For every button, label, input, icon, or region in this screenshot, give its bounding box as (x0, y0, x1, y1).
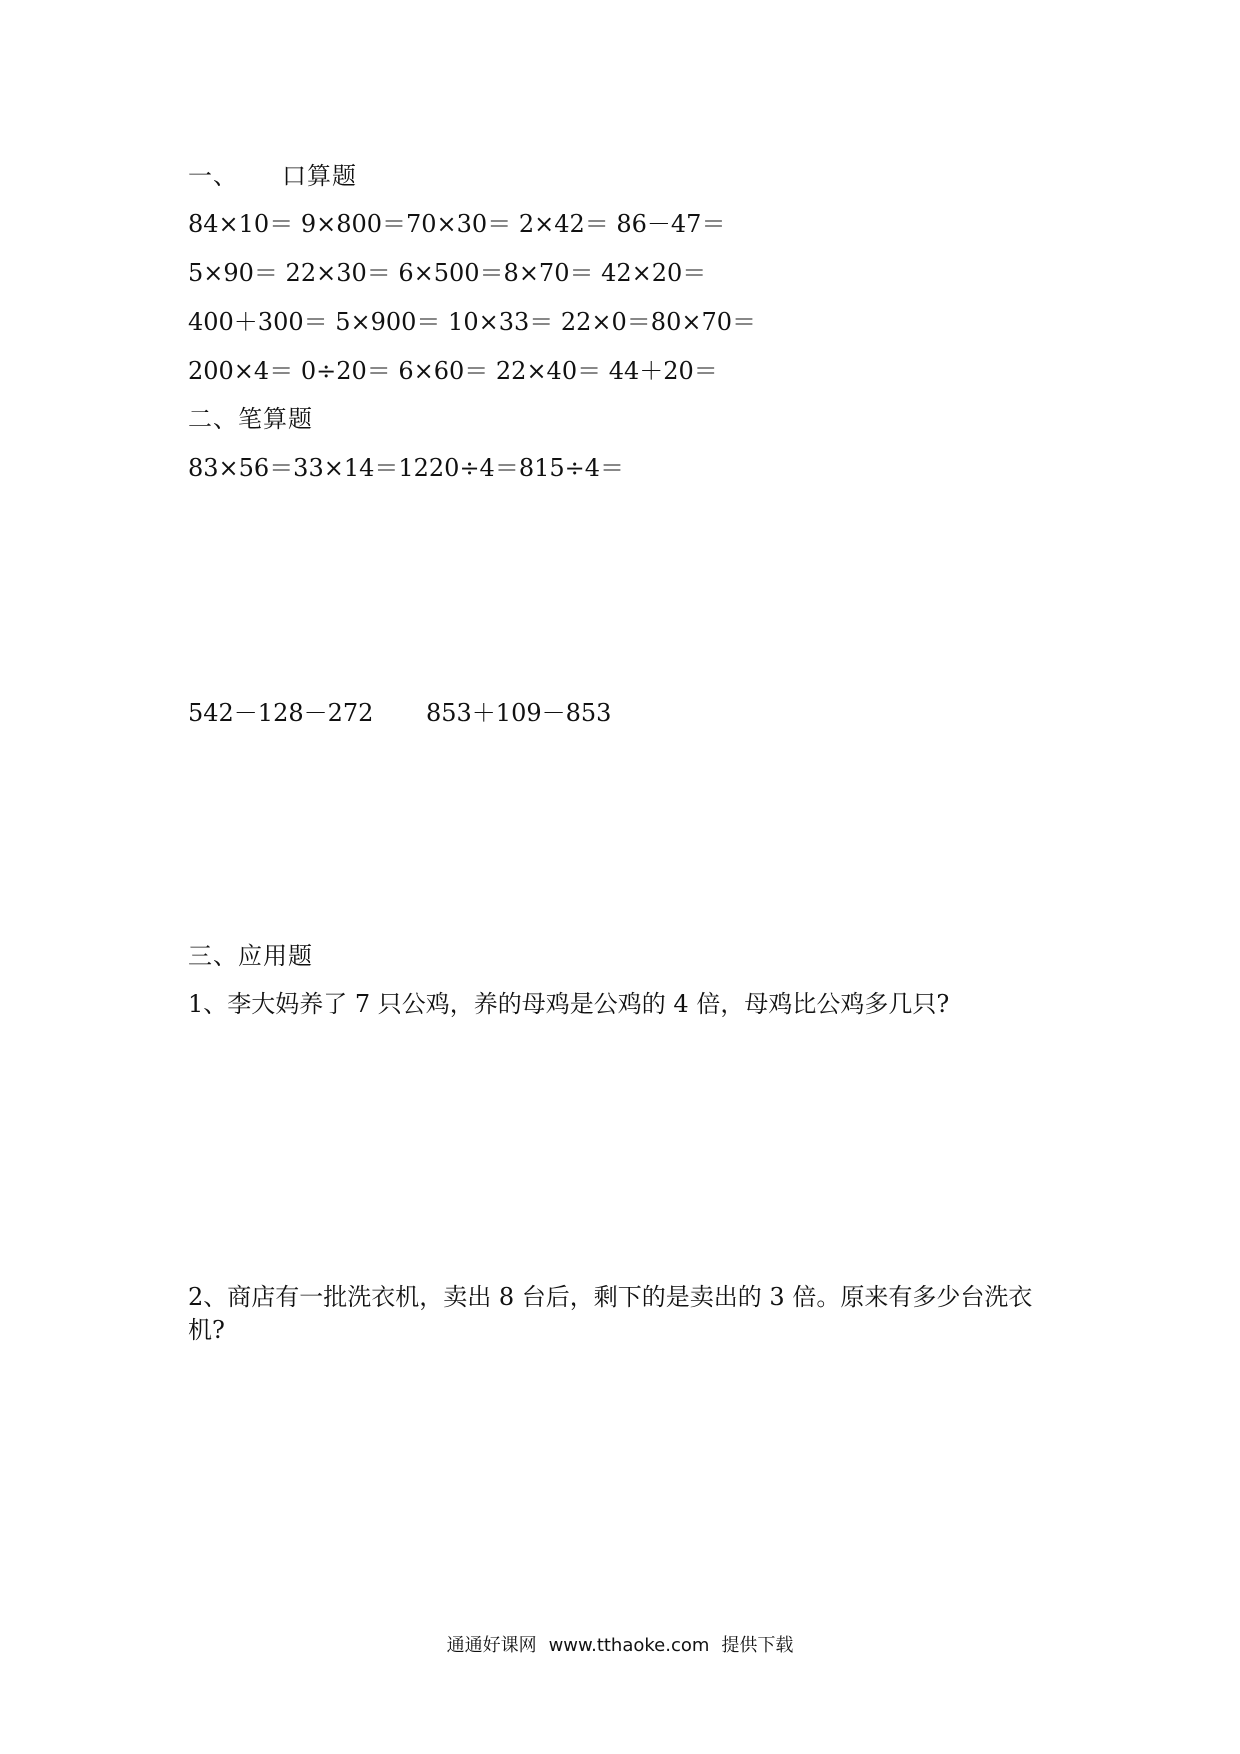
mental-math-row-1: 84×10＝ 9×800＝70×30＝ 2×42＝ 86－47＝ (188, 210, 726, 238)
section-1-number: 一、 (188, 162, 238, 190)
section-2-heading: 二、笔算题 (188, 405, 313, 433)
footer-url: www.tthaoke.com (548, 1635, 710, 1656)
section-1-title: 口算题 (282, 162, 357, 190)
mental-math-row-2: 5×90＝ 22×30＝ 6×500＝8×70＝ 42×20＝ (188, 259, 707, 287)
section-1-heading (188, 160, 357, 192)
word-problem-2-line-1: 2、商店有一批洗衣机，卖出 8 台后，剩下的是卖出的 3 倍。原来有多少台洗衣 (188, 1283, 1033, 1311)
written-calc-expression-b: 853＋109－853 (426, 699, 612, 727)
footer-suffix: 提供下载 (721, 1635, 794, 1656)
word-problem-2-line-2: 机? (188, 1316, 225, 1344)
mental-math-row-3: 400＋300＝ 5×900＝ 10×33＝ 22×0＝80×70＝ (188, 308, 756, 336)
footer-site-name: 通通好课网 (446, 1635, 537, 1656)
word-problem-1: 1、李大妈养了 7 只公鸡，养的母鸡是公鸡的 4 倍，母鸡比公鸡多几只? (188, 990, 950, 1018)
written-calc-expression-a: 542－128－272 (188, 699, 374, 727)
page-footer (0, 1634, 1240, 1658)
section-3-heading: 三、应用题 (188, 942, 313, 970)
written-calc-row-1: 83×56＝33×14＝1220÷4＝815÷4＝ (188, 454, 625, 482)
mental-math-row-4: 200×4＝ 0÷20＝ 6×60＝ 22×40＝ 44＋20＝ (188, 357, 718, 385)
